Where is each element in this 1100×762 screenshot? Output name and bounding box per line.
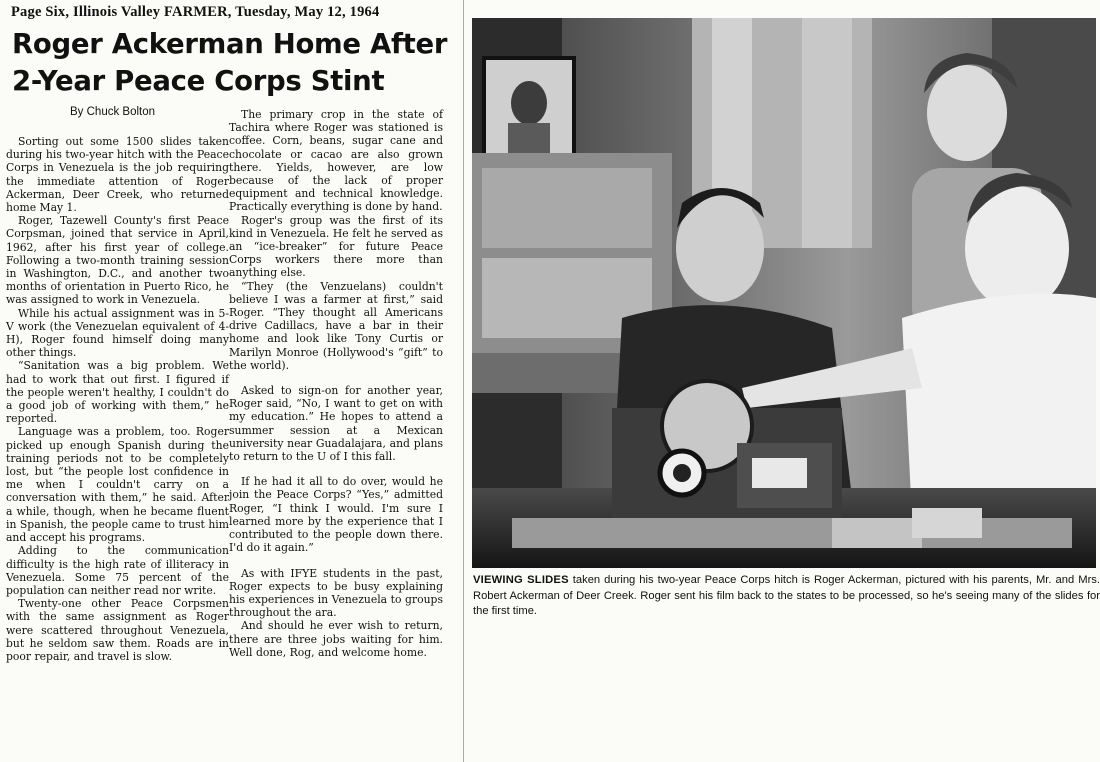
paragraph: Language was a problem, too. Roger picked up enough Spanish during the training periods not to be completely lost, but “the people lost confidence in me when I couldn't carry on a conversation with them,” he said. After a while, though, when he became fluent in Spanish, the people came to trust him and accept his programs. <box>6 425 229 545</box>
article-column-1 <box>6 135 229 663</box>
paragraph: While his actual assignment was in 5-V work (the Venezuelan equivalent of 4-H), Roger found himself doing many other things. <box>6 306 229 360</box>
headline-line-1: Roger Ackerman Home After <box>12 28 448 60</box>
column-rule <box>463 0 464 762</box>
paragraph: As with IFYE students in the past, Roger expects to be busy explaining his experiences in Venezuela to groups throughout the ara. <box>229 566 443 620</box>
paragraph: Roger's group was the first of its kind in Venezuela. He felt he served as an “ice-breaker” for future Peace Corps workers there more than anything else. <box>229 213 443 280</box>
paragraph: Roger, Tazewell County's first Peace Corpsman, joined that service in April, 1962, after his first year of college. Following a two-month training session in Washington, D.C., and another two months of orientation in Puerto Rico, he was assigned to work in Venezuela. <box>6 214 229 307</box>
headline-line-2: 2-Year Peace Corps Stint <box>12 65 385 97</box>
paragraph: Twenty-one other Peace Corpsmen with the same assignment as Roger were scattered throughout Venezuela, but he seldom saw them. Roads are in poor repair, and travel is slow. <box>6 597 229 663</box>
paragraph: If he had it all to do over, would he join the Peace Corps? “Yes,” admitted Roger, “I think I would. I'm sure I learned more by the experience that I contributed to the people down there. I'd do it again.” <box>229 475 443 555</box>
photo-illustration <box>472 18 1096 568</box>
paragraph: Sorting out some 1500 slides taken during his two-year hitch with the Peace Corps in Venezuela is the job requiring the immediate attention of Roger Ackerman, Deer Creek, who returned home May 1. <box>6 135 229 215</box>
paragraph: Asked to sign-on for another year, Roger said, “No, I want to get on with my education.” He hopes to attend a summer session at a Mexican university near Guadalajara, and plans to return to the U of I this fall. <box>229 384 443 464</box>
paragraph: The primary crop in the state of Tachira where Roger was stationed is coffee. Corn, beans, sugar cane and chocolate or cacao are also grown there. Yields, however, are low because of the lack of proper equipment and technical knowledge. Practically everything is done by hand. <box>229 108 443 214</box>
caption-lead: VIEWING SLIDES <box>473 574 569 586</box>
paragraph: Adding to the communication difficulty is the high rate of illiteracy in Venezuela. Some 75 percent of the population can neither read nor write. <box>6 544 229 597</box>
photo-viewing-slides <box>472 18 1096 568</box>
paragraph: “They (the Venzuelans) couldn't believe I was a farmer at first,” said Roger. “They thought all Americans drive Cadillacs, have a bar in their home and look like Tony Curtis or Marilyn Monroe (Hollywood's “gift” to the world). <box>229 279 443 372</box>
paragraph: “Sanitation was a big problem. We had to work that out first. I figured if the people weren't healthy, I couldn't do a good job of working with them,” he reported. <box>6 359 229 426</box>
byline: By Chuck Bolton <box>70 106 156 118</box>
paragraph: And should he ever wish to return, there are three jobs waiting for him. Well done, Rog, and welcome home. <box>229 619 443 659</box>
headline <box>12 26 452 100</box>
caption-text: taken during his two-year Peace Corps hitch is Roger Ackerman, pictured with his parents, Mr. and Mrs. Robert Ackerman of Deer Creek. Roger sent his film back to the states to be processed, so he's seeing many of the slides for the first time. <box>473 574 1100 617</box>
dateline: Page Six, Illinois Valley FARMER, Tuesday, May 12, 1964 <box>11 4 380 20</box>
photo-caption <box>473 573 1100 620</box>
article-column-2 <box>229 108 443 659</box>
